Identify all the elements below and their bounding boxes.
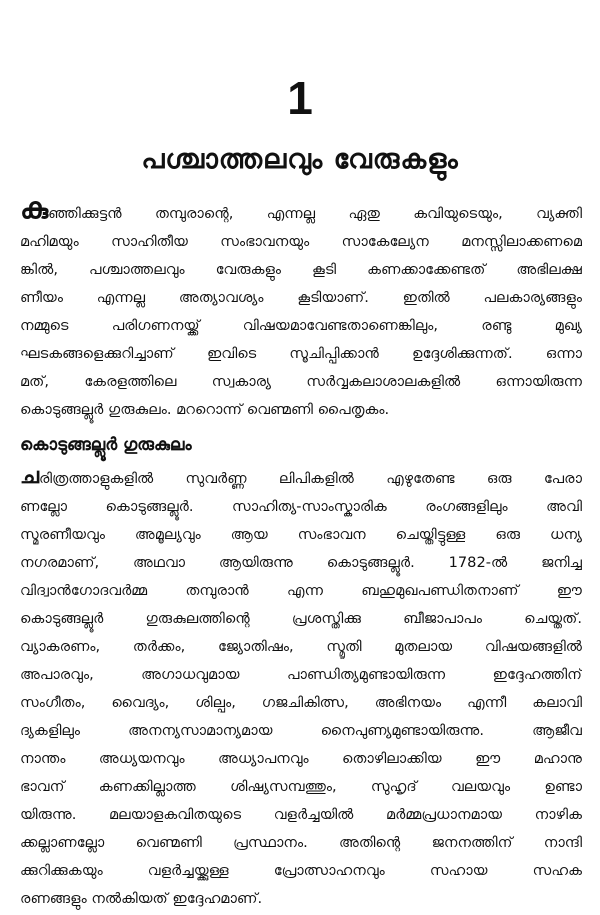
paragraph-line: ണല്ലോ കൊടുങ്ങല്ലൂർ. സാഹിത്യ-സാംസ്കാരിക രംഗങ്ങളിലും അവി: [20, 498, 582, 515]
intro-paragraph: [20, 195, 582, 424]
paragraph-line: നമ്മുടെ പരിഗണനയ്ക്ക് വിഷയമാവേണ്ടതാണെങ്കിലും, രണ്ടു മുഖ്യ: [20, 317, 582, 334]
paragraph-line: ങ്കിൽ, പശ്ചാത്തലവും വേരുകളും കൂടി കണക്കാക്കേണ്ടത് അഭിലക്ഷ: [20, 261, 582, 278]
paragraph-line: കൊടുങ്ങല്ലൂർ ഗുരുകുലം. മററൊന്ന് വെണ്മണി പൈതൃകം.: [20, 401, 390, 418]
paragraph-line: സംഗീതം, വൈദ്യം, ശില്പം, ഗജചികിത്സ, അഭിനയം എന്നീ കലാവി: [20, 694, 582, 711]
paragraph-line: നാന്തം അധ്യയനവും അധ്യാപനവും തൊഴിലാക്കിയ ഈ മഹാനു: [20, 750, 582, 767]
paragraph-line: രണങ്ങളും നൽകിയത് ഇദ്ദേഹമാണ്.: [20, 890, 263, 907]
paragraph-line: വിദ്വാൻഗോദവർമ്മ തമ്പുരാൻ എന്ന ബഹുമുഖപണ്ഡിതനാണ് ഈ: [20, 582, 582, 599]
paragraph-line: സ്മരണീയവും അമൂല്യവും ആയ സംഭാവന ചെയ്തിട്ടുള്ള ഒരു ധന്യ: [20, 526, 582, 543]
paragraph-line: വ്യാകരണം, തർക്കം, ജ്യോതിഷം, സ്മൃതി മുതലായ വിഷയങ്ങളിൽ: [20, 638, 582, 655]
line-text: ഞ്ഞിക്കുട്ടൻ തമ്പുരാന്റെ, എന്നല്ല ഏതു കവിയുടെയും, വ്യക്തി: [48, 205, 582, 222]
line-text: രിത്രത്താളുകളിൽ സുവർണ്ണ ലിപികളിൽ എഴുതേണ്ട ഒരു പേരാ: [39, 470, 582, 487]
paragraph-line: [20, 463, 582, 493]
drop-cap: ച: [20, 464, 40, 489]
paragraph-line: ഘടകങ്ങളെക്കുറിച്ചാണ് ഇവിടെ സൂചിപ്പിക്കാൻ ഉദ്ദേശിക്കുന്നത്. ഒന്നാ: [20, 345, 582, 362]
paragraph-line: ക്കല്ലാണല്ലോ വെണ്മണി പ്രസ്ഥാനം. അതിന്റെ ജനനത്തിന് നാന്ദി: [20, 834, 582, 851]
paragraph-line: മഹിമയും സാഹിതീയ സംഭാവനയും സാകേല്യേന മനസ്സിലാക്കണമെ: [20, 233, 582, 250]
paragraph-line: ദ്യകളിലും അനന്യസാമാന്യമായ നൈപുണ്യമുണ്ടായിരുന്നു. ആജീവ: [20, 722, 582, 739]
section-heading: കൊടുങ്ങല്ലൂർ ഗുരുകുലം: [20, 435, 192, 455]
paragraph-line: നഗരമാണ്, അഥവാ ആയിരുന്നു കൊടുങ്ങല്ലൂർ. 1782-ൽ ജനിച്ച: [20, 554, 582, 571]
chapter-title: പശ്ചാത്തലവും വേരുകളും: [141, 144, 459, 175]
drop-cap: കു: [20, 195, 49, 226]
paragraph-line: ഭാവന് കണക്കില്ലാത്ത ശിഷ്യസമ്പത്തും, സുഹൃദ് വലയവും ഉണ്ടാ: [20, 778, 582, 795]
paragraph-line: യിരുന്നു. മലയാളകവിതയുടെ വളർച്ചയിൽ മർമ്മപ്രധാനമായ നാഴിക: [20, 806, 582, 823]
paragraph-line: ക്കുറിക്കുകയും വളർച്ചയ്ക്കുള്ള പ്രോത്സാഹനവും സഹായ സഹക: [20, 862, 582, 879]
paragraph-line: കൊടുങ്ങല്ലൂർ ഗുരുകുലത്തിന്റെ പ്രശസ്തിക്കു ബീജാപാപം ചെയ്തത്.: [20, 610, 582, 627]
section-paragraph: [20, 463, 582, 913]
paragraph-line: അപാരവും, അഗാധവുമായ പാണ്ഡിത്യമുണ്ടായിരുന്ന ഇദ്ദേഹത്തിന്: [20, 666, 582, 683]
chapter-number: 1: [287, 72, 313, 124]
paragraph-line: ണീയം എന്നല്ല അത്യാവശ്യം കൂടിയാണ്. ഇതിൽ പലകാര്യങ്ങളും: [20, 289, 582, 306]
paragraph-line: മത്, കേരളത്തിലെ സ്വകാര്യ സർവ്വകലാശാലകളിൽ ഒന്നായിരുന്ന: [20, 373, 582, 390]
paragraph-line: [20, 195, 582, 228]
